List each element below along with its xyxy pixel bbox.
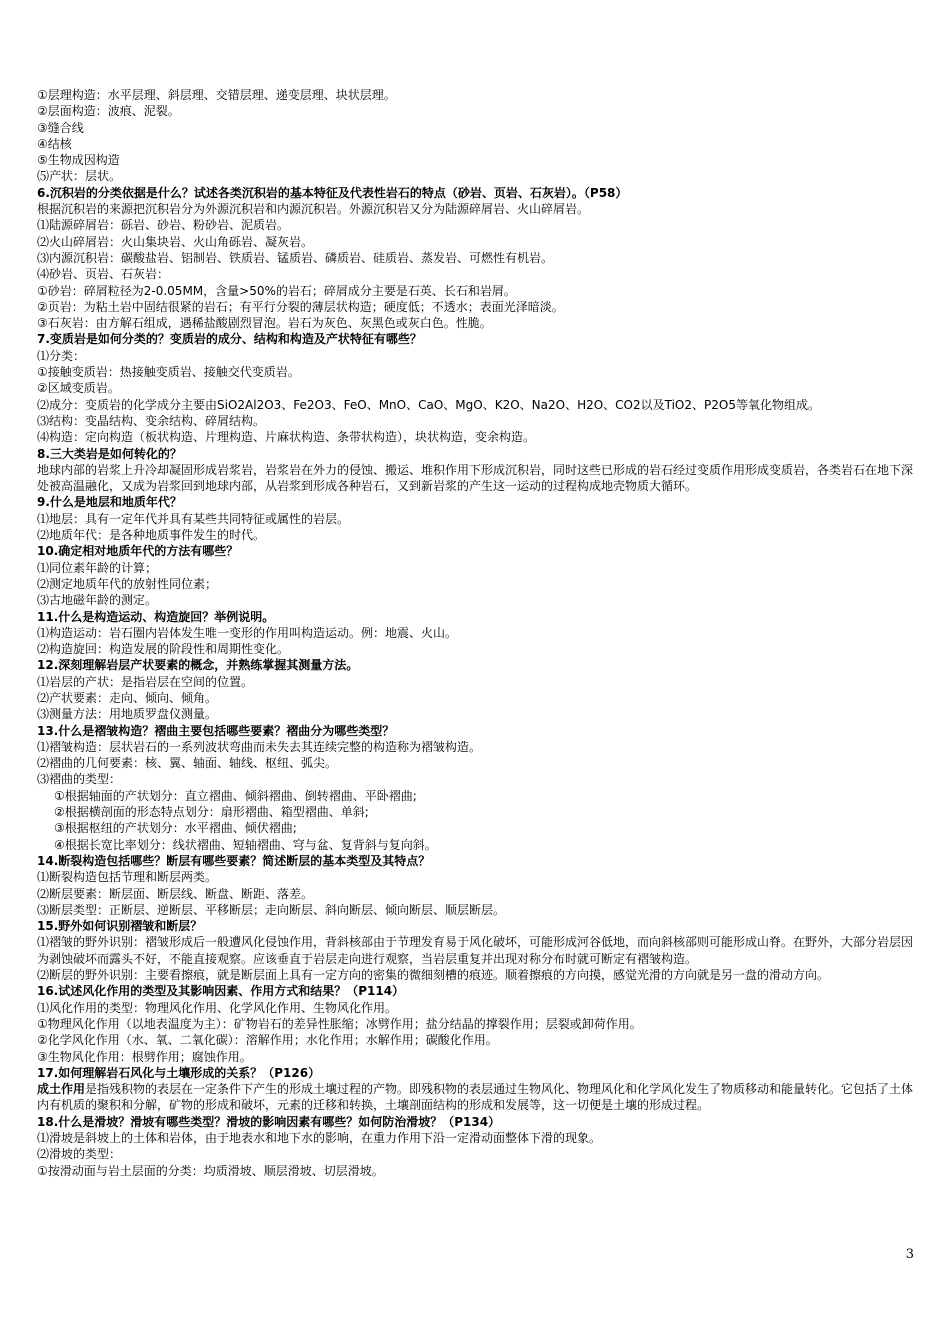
text-line <box>37 348 917 364</box>
text-line <box>37 902 917 918</box>
indented-item <box>37 804 917 820</box>
text-line <box>37 1016 917 1032</box>
question-heading <box>37 446 917 462</box>
text-line <box>37 380 917 396</box>
line-text: ⑵测定地质年代的放射性同位素； <box>37 576 218 591</box>
line-text: ⑴岩层的产状：是指岩层在空间的位置。 <box>37 674 254 689</box>
text-line <box>37 1130 917 1146</box>
line-text: ⑵断层的野外识别：主要看擦痕，就是断层面上具有一定方向的密集的微细刻槽的痕迹。顺着擦痕的方向摸，感觉光滑的方向就是另一盘的滑动方向。 <box>37 968 830 983</box>
line-text: ⑵褶曲的几何要素：核、翼、轴面、轴线、枢纽、弧尖。 <box>37 756 338 771</box>
paragraph <box>37 934 917 967</box>
line-text: 11.什么是构造运动、构造旋回？举例说明。 <box>37 609 275 624</box>
text-line <box>37 315 917 331</box>
line-text: 12.深刻理解岩层产状要素的概念，并熟练掌握其测量方法。 <box>37 658 359 673</box>
line-text: 14.断裂构造包括哪些？断层有哪些要素？简述断层的基本类型及其特点？ <box>37 853 431 868</box>
text-line <box>37 706 917 722</box>
line-text: ⑴分类： <box>37 348 86 363</box>
line-text: ⑵滑坡的类型： <box>37 1147 122 1162</box>
text-line <box>37 576 917 592</box>
line-text: ⑶测量方法：用地质罗盘仪测量。 <box>37 707 218 722</box>
line-text: ③石灰岩：由方解石组成，遇稀盐酸剧烈冒泡。岩石为灰色、灰黑色或灰白色。性脆。 <box>37 316 492 331</box>
text-line <box>37 234 917 250</box>
line-text: ⑵成分：变质岩的化学成分主要由SiO2Al2O3、Fe2O3、FeO、MnO、CaO、MgO、K2O、Na2O、H2O、CO2以及TiO2、P2O5等氧化物组成。 <box>37 397 820 412</box>
line-text: ①砂岩：碎屑粒径为2-0.05MM，含量>50%的岩石；碎屑成分主要是石英、长石和岩屑。 <box>37 283 516 298</box>
line-text: ①按滑动面与岩土层面的分类：均质滑坡、顺层滑坡、切层滑坡。 <box>37 1163 384 1178</box>
line-text: ⑴陆源碎屑岩：砾岩、砂岩、粉砂岩、泥质岩。 <box>37 218 290 233</box>
text-line <box>37 771 917 787</box>
text-line <box>37 429 917 445</box>
text-line <box>37 397 917 413</box>
line-text: ①层理构造：水平层理、斜层理、交错层理、递变层理、块状层理。 <box>37 88 396 102</box>
text-line <box>37 1032 917 1048</box>
paragraph <box>37 462 917 495</box>
text-line <box>37 283 917 299</box>
document-body <box>37 87 917 1179</box>
line-text: ⑶结构：变晶结构、变余结构、碎屑结构。 <box>37 413 266 428</box>
line-text: ⑴构造运动：岩石圈内岩体发生唯一变形的作用叫构造运动。例：地震、火山。 <box>37 625 458 640</box>
page-number: 3 <box>905 1247 914 1262</box>
text-line <box>37 217 917 233</box>
paragraph <box>37 967 917 983</box>
question-heading <box>37 723 917 739</box>
line-text: ⑶内源沉积岩：碳酸盐岩、铝制岩、铁质岩、锰质岩、磷质岩、硅质岩、蒸发岩、可燃性有机岩。 <box>37 250 554 265</box>
line-text: ⑴褶皱的野外识别：褶皱形成后一般遭风化侵蚀作用，背斜核部由于节理发育易于风化破坏，可能形成河谷低地，而向斜核部则可能形成山脊。在野外，大部分岩层因为剥蚀破坏而露头不好，不能直接观察。应该垂直于岩层走向进行观察，当岩层重复并出现对称分布时就可断定有褶皱构造。 <box>37 935 914 966</box>
question-heading <box>37 543 917 559</box>
line-text: ②页岩：为粘土岩中固结很紧的岩石；有平行分裂的薄层状构造；硬度低；不透水；表面光泽暗淡。 <box>37 299 564 314</box>
line-text: ②区域变质岩。 <box>37 381 120 396</box>
question-heading <box>37 1114 917 1130</box>
line-text: ⑵构造旋回：构造发展的阶段性和周期性变化。 <box>37 642 290 657</box>
line-text: ⑷砂岩、页岩、石灰岩： <box>37 267 170 282</box>
text-line <box>37 152 917 168</box>
text-line <box>37 120 917 136</box>
line-text: 17.如何理解岩石风化与土壤形成的关系？（P126） <box>37 1065 321 1080</box>
line-text: ⑴同位素年龄的计算； <box>37 560 158 575</box>
line-text: ⑵断层要素：断层面、断层线、断盘、断距、落差。 <box>37 886 314 901</box>
text-line <box>37 625 917 641</box>
text-line <box>37 739 917 755</box>
text-line <box>37 674 917 690</box>
line-text: ④结核 <box>37 136 72 151</box>
indented-item <box>37 837 917 853</box>
question-heading <box>37 494 917 510</box>
question-heading <box>37 185 917 201</box>
text-line <box>37 511 917 527</box>
line-text: ①物理风化作用（以地表温度为主）：矿物岩石的差异性胀缩；冰劈作用；盐分结晶的撑裂作用；层裂或卸荷作用。 <box>37 1016 642 1031</box>
question-heading <box>37 609 917 625</box>
line-text: 18.什么是滑坡？滑坡有哪些类型？滑坡的影响因素有哪些？如何防治滑坡？（P134） <box>37 1114 501 1129</box>
text-line <box>37 886 917 902</box>
line-text: ①根据轴面的产状划分：直立褶曲、倾斜褶曲、倒转褶曲、平卧褶曲; <box>54 788 417 803</box>
text-line <box>37 103 917 119</box>
line-text: 16.试述风化作用的类型及其影响因素、作用方式和结果？（P114） <box>37 984 405 999</box>
text-line <box>37 1049 917 1065</box>
line-text: ⑸产状：层状。 <box>37 169 122 184</box>
text-line <box>37 168 917 184</box>
line-text: ⑴风化作用的类型：物理风化作用、化学风化作用、生物风化作用。 <box>37 1000 398 1015</box>
paragraph <box>37 1081 917 1114</box>
line-text: 是指残积物的表层在一定条件下产生的形成土壤过程的产物。即残积物的表层通过生物风化、物理风化和化学风化发生了物质移动和能量转化。它包括了土体内有机质的聚积和分解，矿物的形成和破坏，元素的迁移和转换，土壤剖面结构的形成和发展等，这一切便是土壤的形成过程。 <box>37 1082 914 1113</box>
line-text: ⑵产状要素：走向、倾向、倾角。 <box>37 690 218 705</box>
text-line <box>37 1146 917 1162</box>
line-text: ②层面构造：波痕、泥裂。 <box>37 104 180 119</box>
text-line <box>37 136 917 152</box>
text-line <box>37 413 917 429</box>
text-line <box>37 266 917 282</box>
question-heading <box>37 1065 917 1081</box>
text-line <box>37 527 917 543</box>
line-text: ⑶古地磁年龄的测定。 <box>37 593 158 608</box>
line-text: ③生物风化作用：根劈作用；腐蚀作用。 <box>37 1049 252 1064</box>
line-text: ⑴滑坡是斜坡上的土体和岩体，由于地表水和地下水的影响，在重力作用下沿一定滑动面整体下滑的现象。 <box>37 1131 602 1145</box>
line-text: ⑴褶皱构造：层状岩石的一系列波状弯曲而未失去其连续完整的构造称为褶皱构造。 <box>37 739 482 754</box>
question-heading <box>37 853 917 869</box>
line-text: 15.野外如何识别褶皱和断层？ <box>37 919 203 934</box>
question-heading <box>37 657 917 673</box>
line-text: 8.三大类岩是如何转化的？ <box>37 446 182 461</box>
line-text: ⑵地质年代：是各种地质事件发生的时代。 <box>37 528 266 543</box>
line-text: ⑷构造：定向构造（板状构造、片理构造、片麻状构造、条带状构造），块状构造，变余构造。 <box>37 430 536 445</box>
line-text: ⑴地层：具有一定年代并具有某些共同特征或属性的岩层。 <box>37 511 350 526</box>
line-text: ⑴断裂构造包括节理和断层两类。 <box>37 870 218 885</box>
line-text: ④根据长宽比率划分：线状褶曲、短轴褶曲、穹与盆、复背斜与复向斜。 <box>54 837 437 852</box>
text-line <box>37 299 917 315</box>
indented-item <box>37 820 917 836</box>
line-text: 地球内部的岩浆上升冷却凝固形成岩浆岩，岩浆岩在外力的侵蚀、搬运、堆积作用下形成沉积岩，同时这些已形成的岩石经过变质作用形成变质岩，各类岩石在地下深处被高温融化，又成为岩浆回到地球内部，从岩浆到形成各种岩石，又到新岩浆的产生这一运动的过程构成地壳物质大循环。 <box>37 462 914 494</box>
text-line <box>37 87 917 103</box>
text-line <box>37 1000 917 1016</box>
line-text: ③缝合线 <box>37 120 84 135</box>
line-text: ③根据枢纽的产状划分：水平褶曲、倾伏褶曲; <box>54 821 297 836</box>
question-heading <box>37 983 917 999</box>
text-line <box>37 1163 917 1179</box>
bold-term: 成土作用 <box>37 1082 86 1097</box>
line-text: 10.确定相对地质年代的方法有哪些？ <box>37 544 239 559</box>
text-line <box>37 592 917 608</box>
text-line <box>37 201 917 217</box>
line-text: 6.沉积岩的分类依据是什么？试述各类沉积岩的基本特征及代表性岩石的特点（砂岩、页岩、石灰岩）。（P58） <box>37 185 628 200</box>
text-line <box>37 560 917 576</box>
line-text: 13.什么是褶皱构造？褶曲主要包括哪些要素？褶曲分为哪些类型？ <box>37 723 395 738</box>
text-line <box>37 250 917 266</box>
line-text: 9.什么是地层和地质年代？ <box>37 495 182 510</box>
text-line <box>37 755 917 771</box>
text-line <box>37 869 917 885</box>
line-text: ②化学风化作用（水、氧、二氧化碳）：溶解作用；水化作用；水解作用；碳酸化作用。 <box>37 1033 498 1048</box>
line-text: ⑶断层类型：正断层、逆断层、平移断层；走向断层、斜向断层、倾向断层、顺层断层。 <box>37 902 506 917</box>
line-text: ②根据横剖面的形态特点划分：扇形褶曲、箱型褶曲、单斜; <box>54 805 369 820</box>
text-line <box>37 690 917 706</box>
question-heading <box>37 918 917 934</box>
line-text: ⑶褶曲的类型： <box>37 772 122 787</box>
indented-item <box>37 788 917 804</box>
question-heading <box>37 331 917 347</box>
line-text: 7.变质岩是如何分类的？变质岩的成分、结构和构造及产状特征有哪些？ <box>37 332 422 347</box>
text-line <box>37 364 917 380</box>
line-text: ①接触变质岩：热接触变质岩、接触交代变质岩。 <box>37 365 300 380</box>
line-text: ⑵火山碎屑岩：火山集块岩、火山角砾岩、凝灰岩。 <box>37 234 314 249</box>
text-line <box>37 641 917 657</box>
line-text: ⑤生物成因构造 <box>37 153 120 168</box>
line-text: 根据沉积岩的来源把沉积岩分为外源沉积岩和内源沉积岩。外源沉积岩又分为陆源碎屑岩、火山碎屑岩。 <box>37 202 590 217</box>
